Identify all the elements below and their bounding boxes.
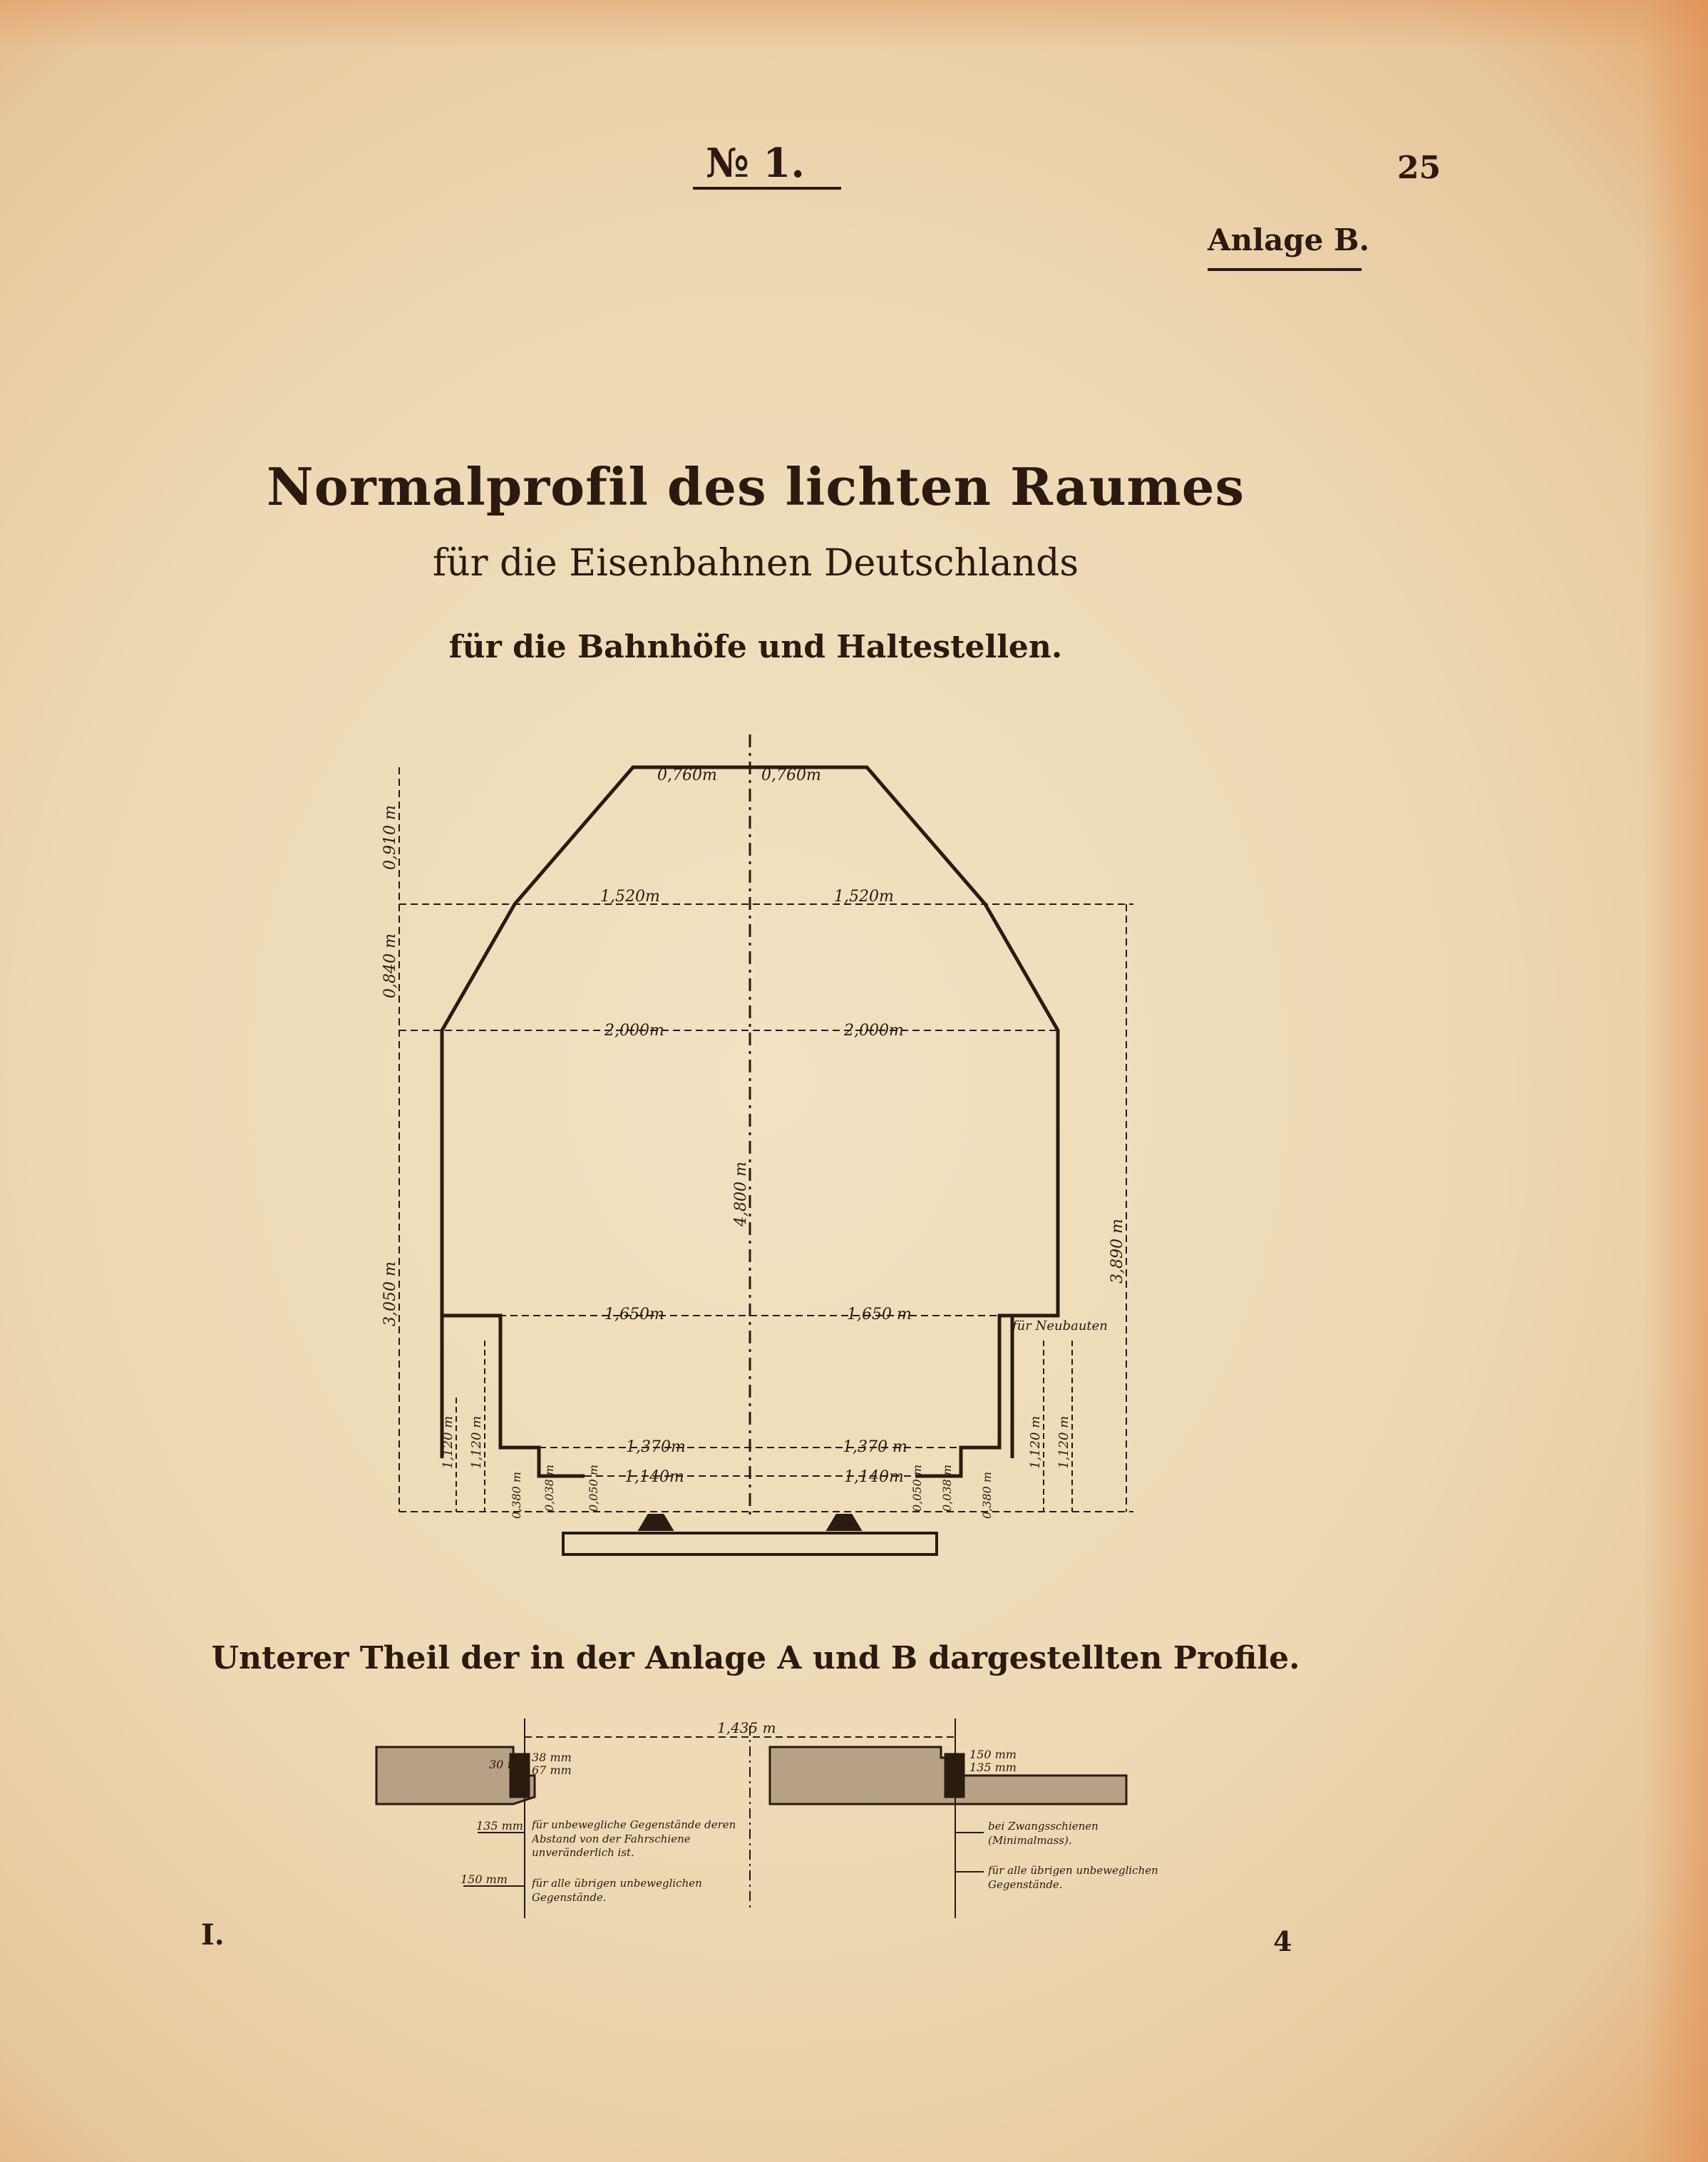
- label-vert-small-4: 0,050 m: [910, 1464, 924, 1512]
- footer-left: I.: [201, 1918, 225, 1952]
- label-mid-left: 2,000m: [605, 1022, 664, 1040]
- subtitle-secondary: für die Bahnhöfe und Haltestellen.: [448, 629, 1063, 665]
- label-low-left: 1,650m: [605, 1306, 664, 1323]
- footer-right: 4: [1273, 1925, 1292, 1957]
- rail-left: [640, 1515, 672, 1530]
- label-vert-small-5: 0,038 m: [940, 1464, 954, 1512]
- subtitle-primary: für die Eisenbahnen Deutschlands: [432, 542, 1079, 585]
- label-mid-right: 2,000m: [844, 1022, 904, 1040]
- label-vert-small-1: 0,380 m: [510, 1471, 523, 1519]
- label-top-right: 0,760m: [761, 767, 821, 784]
- label-base1-right: 1,370 m: [843, 1438, 907, 1456]
- label-vert-top: 0,910 m: [381, 805, 399, 870]
- label-vert-left-1: 1,120 m: [441, 1415, 456, 1469]
- label-vert-right: 3,890 m: [1108, 1219, 1126, 1284]
- section-title: Unterer Theil der in der Anlage A und B dargestellten Profile.: [211, 1640, 1300, 1676]
- label-upper-right: 1,520m: [834, 888, 894, 906]
- label-base2-left: 1,140m: [624, 1468, 684, 1486]
- label-base2-right: 1,140m: [844, 1468, 904, 1486]
- detail-right-note-2: für alle übrigen unbeweglichen Gegenstände.: [988, 1864, 1158, 1891]
- profile-lower-right: [915, 1316, 1012, 1476]
- attachment-rule: [1208, 268, 1362, 271]
- label-base1-left: 1,370m: [626, 1438, 686, 1456]
- detail-left-top: 30 mm: [489, 1758, 529, 1771]
- label-vert-small-3: 0,050 m: [587, 1464, 600, 1512]
- label-vert-mid: 0,840 m: [381, 933, 399, 998]
- detail-left-note-1: für unbewegliche Gegenstände deren Abstand von der Fahrschiene unveränderlich ist.: [532, 1818, 736, 1859]
- attachment-label: Anlage B.: [1208, 222, 1370, 257]
- detail-left-mid2: 67 mm: [532, 1763, 572, 1777]
- label-vert-left-2: 1,120 m: [469, 1415, 484, 1469]
- label-vert-left-full: 3,050 m: [381, 1261, 399, 1326]
- issue-number: № 1.: [706, 140, 805, 187]
- detail-left-150: 150 mm: [461, 1872, 508, 1886]
- label-vert-right-1: 1,120 m: [1028, 1415, 1043, 1469]
- detail-right-135: 135 mm: [969, 1761, 1017, 1774]
- detail-left-mid: 38 mm: [532, 1751, 572, 1764]
- page-number: 25: [1397, 150, 1441, 186]
- issue-number-rule: [693, 187, 841, 190]
- paper-edge-right: [1644, 0, 1708, 2162]
- detail-gauge-label: 1,435 m: [717, 1719, 776, 1736]
- label-upper-left: 1,520m: [600, 888, 660, 906]
- label-vert-right-2: 1,120 m: [1056, 1415, 1071, 1469]
- detail-right-note-1: bei Zwangsschienen (Minimalmass).: [988, 1820, 1099, 1847]
- label-top-left: 0,760m: [657, 767, 717, 784]
- clearance-profile-diagram: [371, 727, 1155, 1569]
- rail-right: [828, 1515, 860, 1530]
- label-vert-small-2: 0,038 m: [542, 1464, 556, 1512]
- label-low-right: 1,650 m: [847, 1306, 912, 1323]
- profile-lower-left: [442, 1316, 585, 1476]
- page-title: Normalprofil des lichten Raumes: [266, 456, 1245, 517]
- detail-left-135: 135 mm: [476, 1819, 523, 1833]
- sleeper: [563, 1533, 937, 1554]
- label-vert-center: 4,800 m: [732, 1162, 750, 1226]
- detail-right-150: 150 mm: [969, 1748, 1017, 1761]
- label-neubauten: für Neubauten: [1012, 1318, 1108, 1333]
- label-vert-small-6: 0,380 m: [980, 1471, 994, 1519]
- detail-left-note-2: für alle übrigen unbeweglichen Gegenstände.: [532, 1877, 702, 1904]
- paper-edge-top: [0, 0, 1708, 50]
- lower-detail-diagram: [371, 1711, 1169, 1925]
